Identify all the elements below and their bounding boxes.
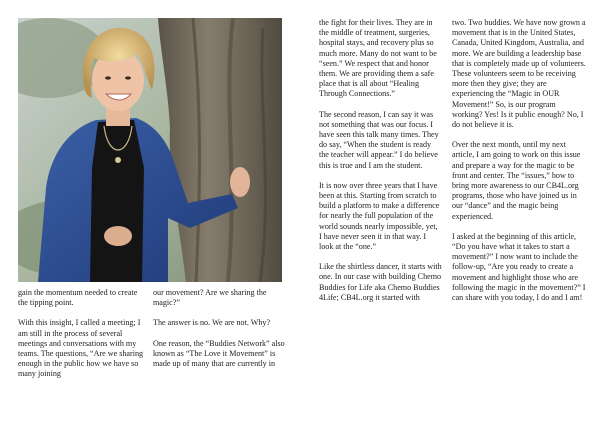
article-column-2 [153, 288, 286, 379]
paragraph: our movement? Are we sharing the magic?” [153, 288, 267, 308]
article-column-3 [319, 18, 442, 313]
paragraph: It is now over three years that I have been at this. Starting from scratch to build a platform to make a difference for nearly the full population of the world sounds nearly impossible, yet, I have never seen it in that way. I look at the “one.” [319, 180, 440, 252]
paragraph: I asked at the beginning of this article, “Do you have what it takes to start a movement?” I now want to include the follow-up, “Are you ready to create a movement and highlight those who are following the magic in the movement?” I can share with you today, I do and I am! [452, 231, 586, 303]
paragraph: With this insight, I called a meeting; I am still in the process of several meetings and conversations with my teams. The questions, “Are we sharing enough in the public how we have so many joining [18, 318, 144, 379]
paragraph: The second reason, I can say it was not something that was our focus. I have seen this talk many times. They do say, “When the student is ready the teacher will appear.” I do believe this is true and I am the student. [319, 109, 439, 170]
paragraph: Over the next month, until my next article, I am going to work on this issue and prepare a way for the magic to be front and center. The “issues,” how to bring more awareness to our CB4L.org programs, those who have joined us in our “dance” and the magic being experienced. [452, 140, 581, 221]
paragraph: One reason, the “Buddies Network” also known as “The Love it Movement” is made up of many that are currently in [153, 338, 285, 369]
paragraph: two. Two buddies. We have now grown a movement that is in the United States, Canada, United Kingdom, Australia, and more. We are building a leadership base that is completely made up of volunteers. These volunteers seem to be receiving more then they give; they are experiencing the “Magic in OUR Movement!” So, is our program working? Yes! Is it public enough? No, I do not believe it is. [452, 18, 586, 130]
paragraph: The answer is no. We are not. Why? [153, 318, 271, 328]
article-column-4 [452, 18, 586, 313]
woman-leaning-on-tree-photo [18, 18, 282, 282]
paragraph: Like the shirtless dancer, it starts with one. In our case with building Chemo Buddies for Life aka Chemo Buddies 4Life; CB4L.org it started with [319, 262, 442, 302]
paragraph: the fight for their lives. They are in the middle of treatment, surgeries, hospital stays, and recovery plus so much more. Many do not want to be “seen.” We respect that and honor them. We are providing them a safe place that is all about “Healing Through Connections.” [319, 18, 437, 99]
article-column-1 [18, 288, 145, 390]
paragraph: gain the momentum needed to create the tipping point. [18, 288, 138, 308]
